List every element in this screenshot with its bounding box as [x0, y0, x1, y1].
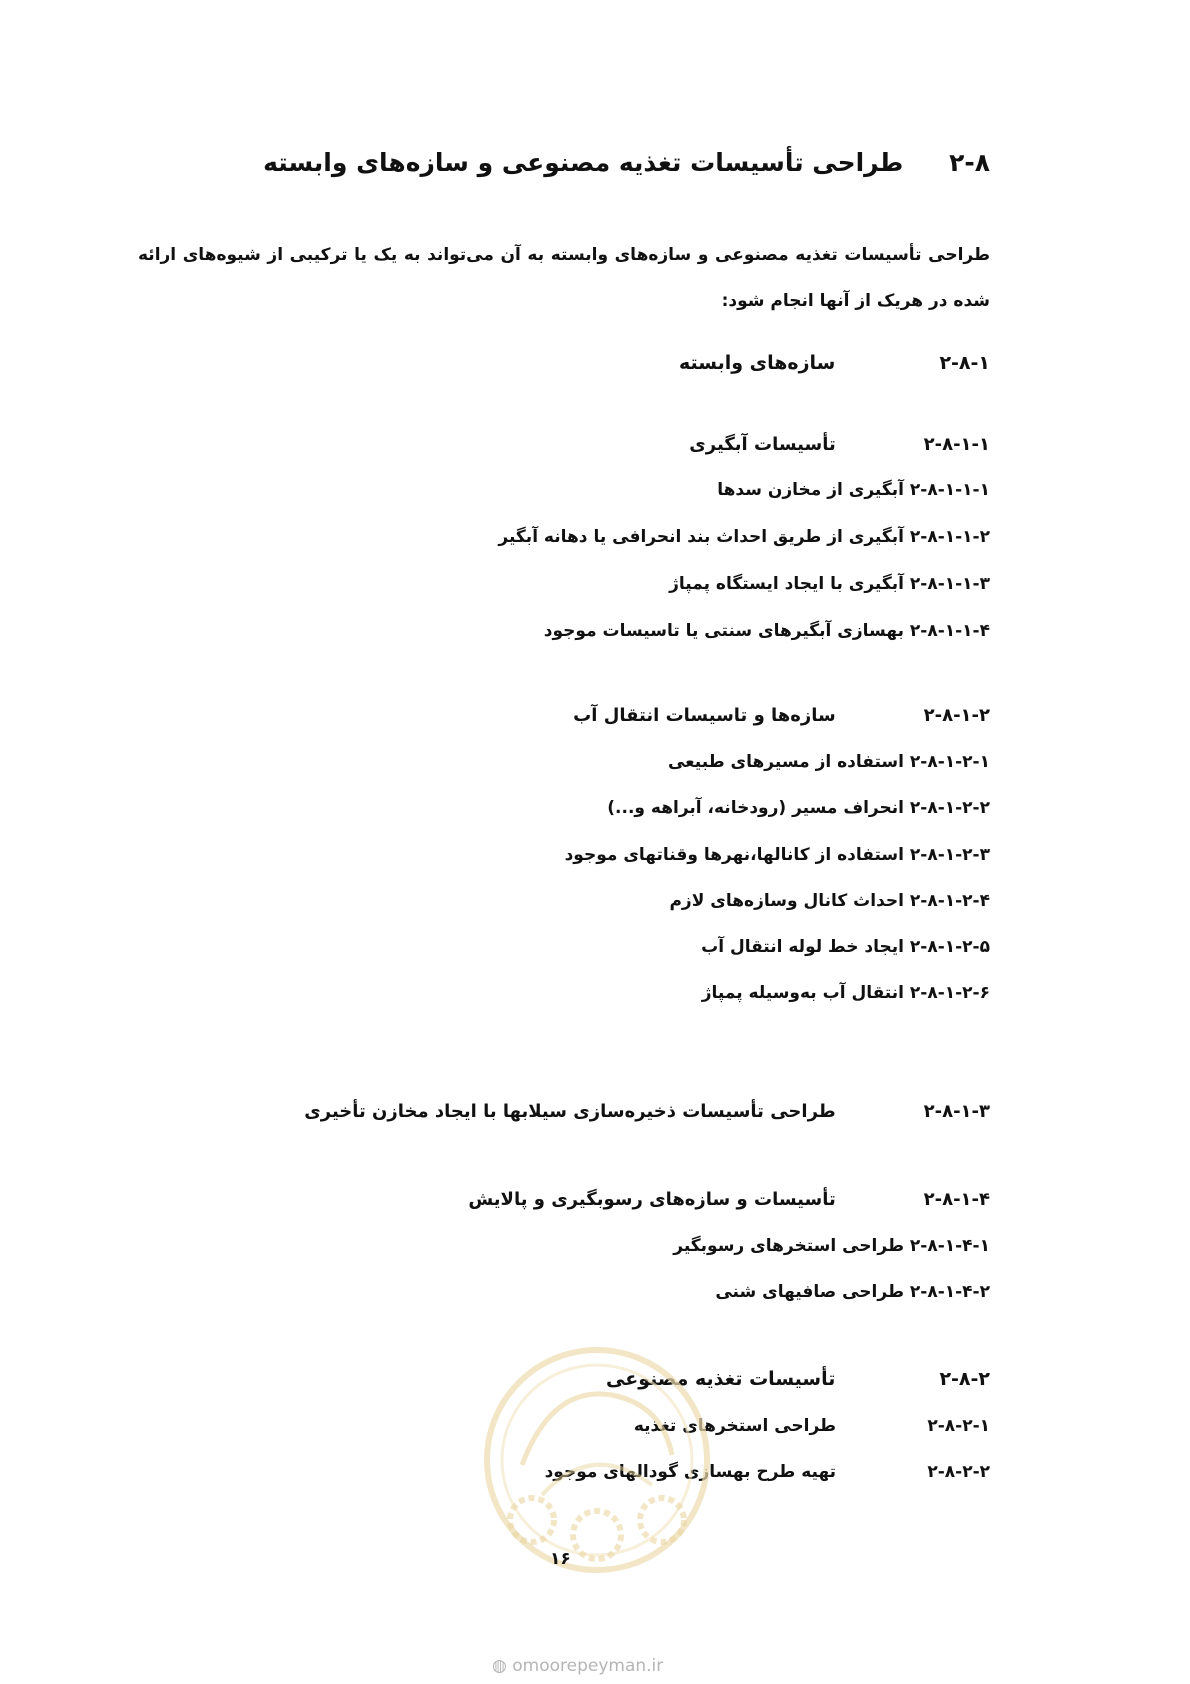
- heading-text: تأسیسات تغذیه مصنوعی: [606, 1368, 836, 1390]
- heading-text: سازه‌های وابسته: [678, 352, 836, 374]
- heading-text: طراحی تأسیسات ذخیره‌سازی سیلابها با ایجاد مخازن تأخیری: [304, 1101, 836, 1122]
- heading-text: تأسیسات و سازه‌های رسوبگیری و پالایش: [468, 1189, 836, 1210]
- section-title: [263, 148, 990, 177]
- section-title-text: طراحی تأسیسات تغذیه مصنوعی و سازه‌های وابسته: [263, 148, 904, 177]
- heading-text: تأسیسات آبگیری: [689, 434, 836, 455]
- heading-number: ۲-۸-۱-۱: [923, 434, 990, 455]
- heading-1-2: [573, 705, 990, 726]
- page-number: ۱۶: [550, 1549, 571, 1569]
- heading-1-1: [689, 434, 990, 455]
- item-text: تهیه طرح بهسازی گودالهای موجود: [544, 1462, 837, 1482]
- website-footer: [492, 1656, 663, 1676]
- intro-paragraph: طراحی تأسیسات تغذیه مصنوعی و سازه‌های وابسته به آن می‌تواند به یک یا ترکیبی از شیوه‌های ارائه شده در هریک از آنها انجام شود:: [138, 245, 990, 311]
- heading-section-1: [679, 352, 990, 374]
- heading-text: سازه‌ها و تاسیسات انتقال آب: [573, 705, 836, 726]
- heading-1-3: [304, 1101, 990, 1122]
- globe-icon: ◍: [492, 1656, 507, 1676]
- list-item: ۲-۸-۱-۱-۴ بهسازی آبگیرهای سنتی یا تاسیسات موجود: [543, 621, 990, 641]
- watermark-seal-logo: [482, 1345, 712, 1575]
- list-item: ۲-۸-۱-۲-۵ ایجاد خط لوله انتقال آب: [701, 937, 990, 957]
- heading-1-4: [468, 1189, 990, 1210]
- list-item: ۲-۸-۱-۴-۲ طراحی صافیهای شنی: [715, 1282, 990, 1302]
- list-item: ۲-۸-۱-۴-۱ طراحی استخرهای رسوبگیر: [673, 1236, 990, 1256]
- item-number: ۲-۸-۲-۲: [927, 1462, 990, 1482]
- list-item: ۲-۸-۱-۱-۳ آبگیری با ایجاد ایستگاه پمپاژ: [669, 574, 990, 594]
- website-url: omoorepeyman.ir: [512, 1656, 664, 1676]
- list-item: ۲-۸-۱-۱-۱ آبگیری از مخازن سدها: [717, 480, 990, 500]
- heading-number: ۲-۸-۱-۲: [923, 705, 990, 726]
- item-text: طراحی استخرهای تغذیه: [633, 1416, 837, 1436]
- heading-number: ۲-۸-۱-۴: [923, 1189, 990, 1210]
- list-item: ۲-۸-۱-۲-۱ استفاده از مسیرهای طبیعی: [667, 752, 990, 772]
- heading-number: ۲-۸-۱: [939, 352, 990, 374]
- heading-number: ۲-۸-۱-۳: [923, 1101, 990, 1122]
- list-item: ۲-۸-۱-۱-۲ آبگیری از طریق احداث بند انحرافی یا دهانه آبگیر: [498, 527, 990, 547]
- list-item: ۲-۸-۱-۲-۲ انحراف مسیر (رودخانه، آبراهه و...): [607, 798, 990, 818]
- list-item: ۲-۸-۱-۲-۳ استفاده از کانالها،نهرها وقناتهای موجود: [564, 845, 990, 865]
- heading-number: ۲-۸-۲: [939, 1368, 990, 1390]
- list-item: ۲-۸-۱-۲-۴ احداث کانال وسازه‌های لازم: [669, 891, 990, 911]
- item-number: ۲-۸-۲-۱: [927, 1416, 990, 1436]
- list-item: ۲-۸-۱-۲-۶ انتقال آب به‌وسیله پمپاژ: [701, 983, 990, 1003]
- section-title-number: ۲-۸: [949, 148, 990, 177]
